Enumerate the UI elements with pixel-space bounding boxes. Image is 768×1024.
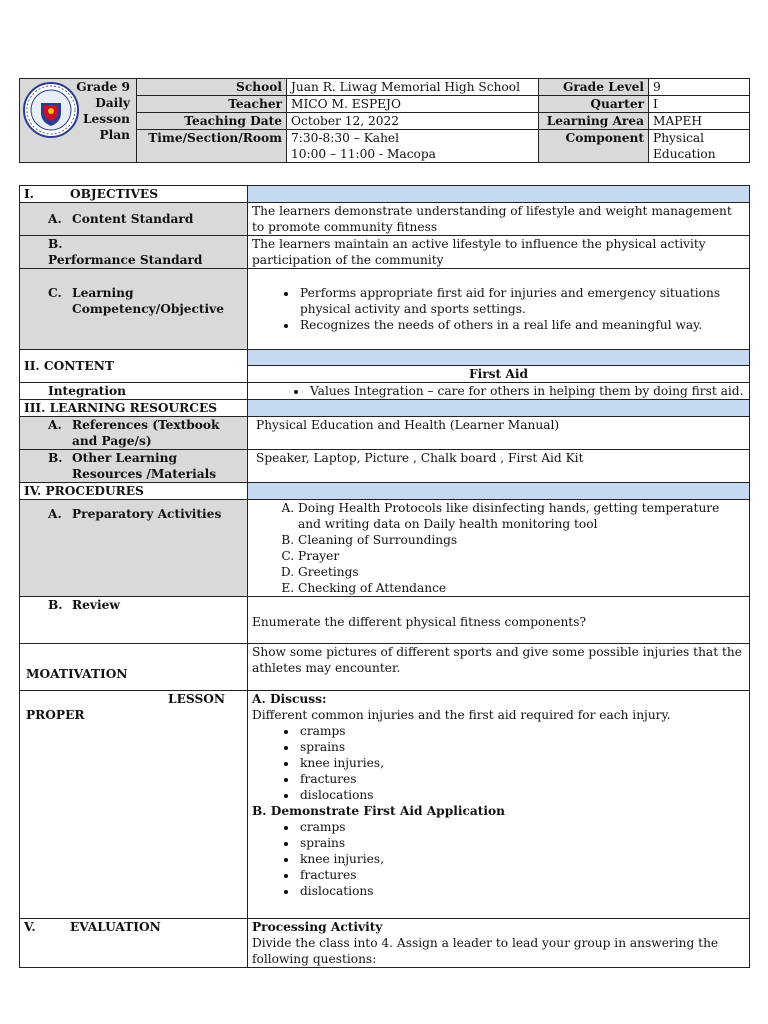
preparatory-row: [20, 500, 750, 597]
integration-row: [20, 383, 750, 400]
list-item: • Values Integration – care for others in helping them by doing first aid.: [308, 383, 745, 399]
demo-list: [252, 819, 745, 899]
motivation-row: [20, 644, 750, 691]
header-table: [19, 78, 750, 163]
learning-area-label: Learning Area: [539, 113, 649, 130]
list-item: • fractures: [298, 771, 745, 787]
other-resources-value: Speaker, Laptop, Picture , Chalk board , First Aid Kit: [248, 450, 750, 483]
grade-line: Grade 9: [76, 80, 130, 94]
performance-standard-row: [20, 236, 750, 269]
time-value-2: 10:00 – 11:00 - Macopa: [291, 147, 436, 161]
review-text: Review: [72, 598, 120, 612]
review-value: Enumerate the different physical fitness components?: [248, 597, 750, 644]
evaluation-num: V.: [24, 920, 36, 934]
list-item: B. Cleaning of Surroundings: [298, 532, 745, 548]
objectives-heading: [20, 186, 248, 203]
teacher-value: MICO M. ESPEJO: [287, 96, 539, 113]
list-item: A. Doing Health Protocols like disinfecting hands, getting temperature and writing data on Daily health monitoring tool: [298, 500, 745, 532]
plan-line: Plan: [99, 128, 130, 142]
time-label: Time/Section/Room: [137, 130, 287, 163]
list-item: • Recognizes the needs of others in a real life and meaningful way.: [298, 317, 745, 333]
list-item: • fractures: [298, 867, 745, 883]
objectives-row: [20, 186, 750, 203]
evaluation-heading-text: Processing Activity: [252, 920, 383, 934]
grade-level-label: Grade Level: [539, 79, 649, 96]
content-heading: II. CONTENT: [20, 350, 248, 383]
procedures-band: [248, 483, 750, 500]
date-value: October 12, 2022: [287, 113, 539, 130]
discuss-list: [252, 723, 745, 803]
procedures-row: [20, 483, 750, 500]
daily-line: Daily: [95, 96, 130, 110]
motivation-label: MOATIVATION: [20, 644, 248, 691]
learning-area-value: MAPEH: [649, 113, 750, 130]
proper-label: PROPER: [26, 708, 85, 722]
list-item: • cramps: [298, 723, 745, 739]
review-row: [20, 597, 750, 644]
review-key: B.: [48, 598, 63, 612]
references-label: [20, 417, 248, 450]
component-value-2: Education: [653, 147, 716, 161]
list-item: • knee injuries,: [298, 755, 745, 771]
list-item: D. Greetings: [298, 564, 745, 580]
time-value: [287, 130, 539, 163]
performance-standard-value: The learners maintain an active lifestyle to influence the physical activity participation of the community: [248, 236, 750, 269]
objectives-num: I.: [24, 187, 34, 201]
resources-band: [248, 400, 750, 417]
list-item: • dislocations: [298, 883, 745, 899]
other-resources-row: [20, 450, 750, 483]
competency-value: [248, 269, 750, 350]
competency-list: [252, 285, 745, 333]
evaluation-row: [20, 919, 750, 968]
content-standard-key: A.: [48, 212, 62, 226]
other-resources-label: [20, 450, 248, 483]
competency-text-1: Learning: [72, 286, 134, 300]
logo-grade-cell: [20, 79, 137, 163]
references-row: [20, 417, 750, 450]
references-text: References (Textbook and Page/s): [72, 418, 220, 448]
date-label: Teaching Date: [137, 113, 287, 130]
preparatory-list: [252, 500, 745, 596]
school-label: School: [137, 79, 287, 96]
performance-standard-key: B.: [48, 237, 63, 251]
preparatory-value: [248, 500, 750, 597]
component-label: Component: [539, 130, 649, 163]
school-value: Juan R. Liwag Memorial High School: [287, 79, 539, 96]
discuss-text: Different common injuries and the first aid required for each injury.: [252, 708, 671, 722]
resources-heading: III. LEARNING RESOURCES: [20, 400, 248, 417]
component-value: [649, 130, 750, 163]
time-value-1: 7:30-8:30 – Kahel: [291, 131, 400, 145]
performance-standard-label: [20, 236, 248, 269]
competency-text: [72, 285, 232, 317]
preparatory-label: [20, 500, 248, 597]
content-row: [20, 350, 750, 383]
lesson-proper-row: [20, 691, 750, 919]
lesson-line: Lesson: [82, 112, 130, 126]
objectives-title: OBJECTIVES: [70, 187, 158, 201]
grade-level-value: 9: [649, 79, 750, 96]
grade-block: [70, 79, 136, 143]
component-value-1: Physical: [653, 131, 705, 145]
demo-title: B. Demonstrate First Aid Application: [252, 804, 506, 818]
list-item: • dislocations: [298, 787, 745, 803]
list-item: C. Prayer: [298, 548, 745, 564]
integration-label: Integration: [20, 383, 248, 400]
objectives-band: [248, 186, 750, 203]
integration-list: [252, 383, 745, 399]
references-value: Physical Education and Health (Learner Manual): [248, 417, 750, 450]
competency-label: [20, 269, 248, 350]
content-standard-value: The learners demonstrate understanding of lifestyle and weight management to promote community fitness: [248, 203, 750, 236]
integration-value: [248, 383, 750, 400]
lesson-table: [19, 185, 750, 968]
other-resources-key: B.: [48, 451, 63, 465]
quarter-label: Quarter: [539, 96, 649, 113]
content-value: [248, 350, 750, 383]
procedures-heading: IV. PROCEDURES: [20, 483, 248, 500]
content-standard-label: [20, 203, 248, 236]
list-item: • sprains: [298, 835, 745, 851]
content-standard-text: Content Standard: [72, 212, 194, 226]
evaluation-text: Divide the class into 4. Assign a leader to lead your group in answering the following questions:: [252, 936, 719, 966]
lesson-proper-label: [20, 691, 248, 919]
list-item: • cramps: [298, 819, 745, 835]
teacher-label: Teacher: [137, 96, 287, 113]
list-item: • knee injuries,: [298, 851, 745, 867]
lesson-proper-value: [248, 691, 750, 919]
resources-row: [20, 400, 750, 417]
review-label: [20, 597, 248, 644]
other-resources-text: Other Learning Resources /Materials: [72, 451, 217, 481]
references-key: A.: [48, 418, 62, 432]
evaluation-heading: [20, 919, 248, 968]
preparatory-key: A.: [48, 507, 62, 521]
preparatory-text: Preparatory Activities: [72, 507, 222, 521]
list-item: • sprains: [298, 739, 745, 755]
discuss-title: A. Discuss:: [252, 692, 327, 706]
content-band: [248, 350, 749, 366]
competency-key: C.: [48, 286, 62, 300]
content-standard-row: [20, 203, 750, 236]
performance-standard-text: Performance Standard: [48, 253, 203, 267]
list-item: E. Checking of Attendance: [298, 580, 745, 596]
competency-text-2: Competency/Objective: [72, 302, 225, 316]
evaluation-title: EVALUATION: [70, 920, 161, 934]
lesson-label: LESSON: [168, 692, 225, 706]
competency-row: [20, 269, 750, 350]
content-topic: First Aid: [468, 367, 529, 381]
evaluation-value: [248, 919, 750, 968]
list-item: • Performs appropriate first aid for injuries and emergency situations physical activity and sports settings.: [298, 285, 745, 317]
motivation-value: Show some pictures of different sports and give some possible injuries that the athletes may encounter.: [248, 644, 750, 691]
quarter-value: I: [649, 96, 750, 113]
